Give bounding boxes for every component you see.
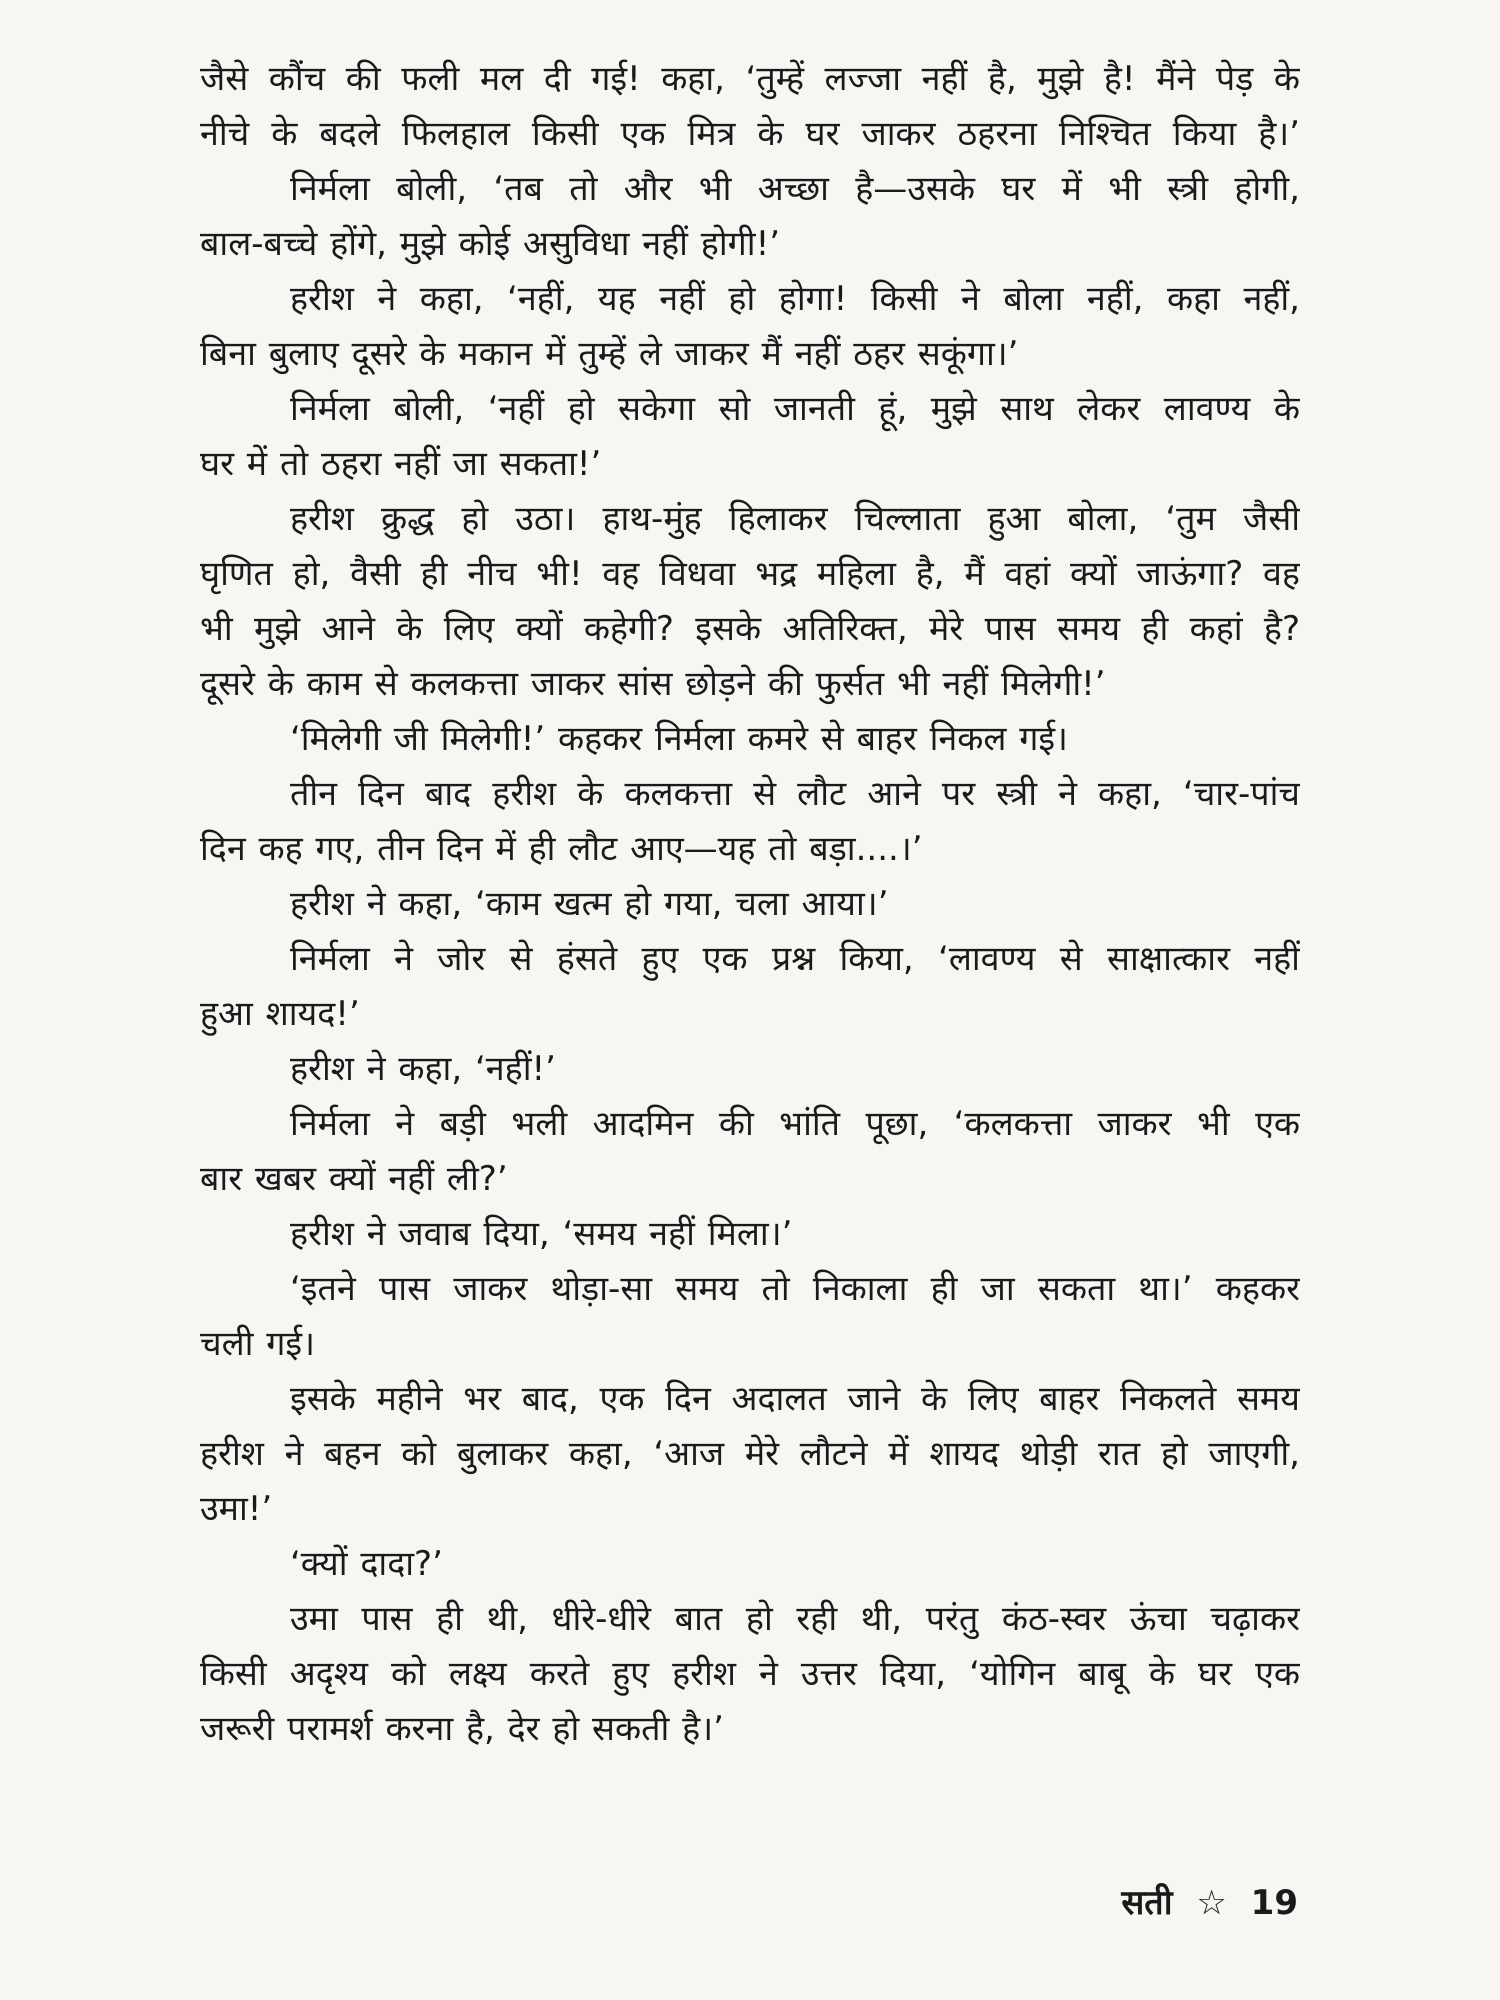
star-icon: ☆ bbox=[1196, 1883, 1227, 1923]
text-line: हरीश ने कहा, ‘नहीं!’ bbox=[290, 1049, 556, 1089]
text-line: दूसरे के काम से कलकत्ता जाकर सांस छोड़ने की फुर्सत भी नहीं मिलेगी!’ bbox=[200, 664, 1106, 704]
text-line: ‘क्यों दादा?’ bbox=[290, 1544, 443, 1584]
text-line: जरूरी परामर्श करना है, देर हो सकती है।’ bbox=[200, 1709, 724, 1749]
text-line: निर्मला बोली, ‘नहीं हो सकेगा सो जानती हूं, मुझे साथ लेकर लावण्य के bbox=[290, 389, 1300, 429]
text-line: उमा पास ही थी, धीरे-धीरे बात हो रही थी, परंतु कंठ-स्वर ऊंचा चढ़ाकर bbox=[290, 1599, 1300, 1639]
text-line: हरीश क्रुद्ध हो उठा। हाथ-मुंह हिलाकर चिल्लाता हुआ बोला, ‘तुम जैसी bbox=[290, 499, 1300, 539]
text-line: इसके महीने भर बाद, एक दिन अदालत जाने के लिए बाहर निकलते समय bbox=[290, 1379, 1300, 1419]
text-line: दिन कह गए, तीन दिन में ही लौट आए—यह तो बड़ा....।’ bbox=[200, 829, 923, 869]
text-line: निर्मला ने जोर से हंसते हुए एक प्रश्न किया, ‘लावण्य से साक्षात्कार नहीं bbox=[290, 939, 1300, 979]
text-line: बार खबर क्यों नहीं ली?’ bbox=[200, 1159, 508, 1199]
text-line: चली गई। bbox=[200, 1324, 315, 1364]
text-line: हरीश ने कहा, ‘नहीं, यह नहीं हो होगा! किसी ने बोला नहीं, कहा नहीं, bbox=[290, 279, 1300, 319]
text-line: हुआ शायद!’ bbox=[200, 994, 360, 1034]
text-line: निर्मला बोली, ‘तब तो और भी अच्छा है—उसके घर में भी स्त्री होगी, bbox=[290, 169, 1300, 209]
text-line: ‘इतने पास जाकर थोड़ा-सा समय तो निकाला ही जा सकता था।’ कहकर bbox=[290, 1269, 1300, 1309]
text-line: किसी अदृश्य को लक्ष्य करते हुए हरीश ने उत्तर दिया, ‘योगिन बाबू के घर एक bbox=[200, 1654, 1300, 1694]
text-line: भी मुझे आने के लिए क्यों कहेगी? इसके अतिरिक्त, मेरे पास समय ही कहां है? bbox=[200, 609, 1300, 649]
text-line: हरीश ने बहन को बुलाकर कहा, ‘आज मेरे लौटने में शायद थोड़ी रात हो जाएगी, bbox=[200, 1434, 1300, 1474]
text-line: बिना बुलाए दूसरे के मकान में तुम्हें ले जाकर मैं नहीं ठहर सकूंगा।’ bbox=[200, 334, 1019, 374]
text-line: नीचे के बदले फिलहाल किसी एक मित्र के घर जाकर ठहरना निश्चित किया है।’ bbox=[200, 114, 1300, 154]
text-line: निर्मला ने बड़ी भली आदमिन की भांति पूछा, ‘कलकत्ता जाकर भी एक bbox=[290, 1104, 1300, 1144]
text-line: बाल-बच्चे होंगे, मुझे कोई असुविधा नहीं होगी!’ bbox=[200, 224, 781, 264]
text-line: घृणित हो, वैसी ही नीच भी! वह विधवा भद्र महिला है, मैं वहां क्यों जाऊंगा? वह bbox=[200, 554, 1300, 594]
text-line: घर में तो ठहरा नहीं जा सकता!’ bbox=[200, 444, 602, 484]
text-line: हरीश ने कहा, ‘काम खत्म हो गया, चला आया।’ bbox=[290, 884, 889, 924]
text-line: हरीश ने जवाब दिया, ‘समय नहीं मिला।’ bbox=[290, 1214, 793, 1254]
book-title: सती bbox=[1121, 1883, 1173, 1923]
page-number: 19 bbox=[1250, 1883, 1298, 1923]
page-footer bbox=[1109, 1878, 1298, 1924]
body-text bbox=[200, 52, 1300, 1757]
text-line: तीन दिन बाद हरीश के कलकत्ता से लौट आने पर स्त्री ने कहा, ‘चार-पांच bbox=[290, 774, 1300, 814]
text-line: उमा!’ bbox=[200, 1489, 273, 1529]
text-line: जैसे कौंच की फली मल दी गई! कहा, ‘तुम्हें लज्जा नहीं है, मुझे है! मैंने पेड़ के bbox=[200, 59, 1300, 99]
text-line: ‘मिलेगी जी मिलेगी!’ कहकर निर्मला कमरे से बाहर निकल गई। bbox=[290, 719, 1068, 759]
